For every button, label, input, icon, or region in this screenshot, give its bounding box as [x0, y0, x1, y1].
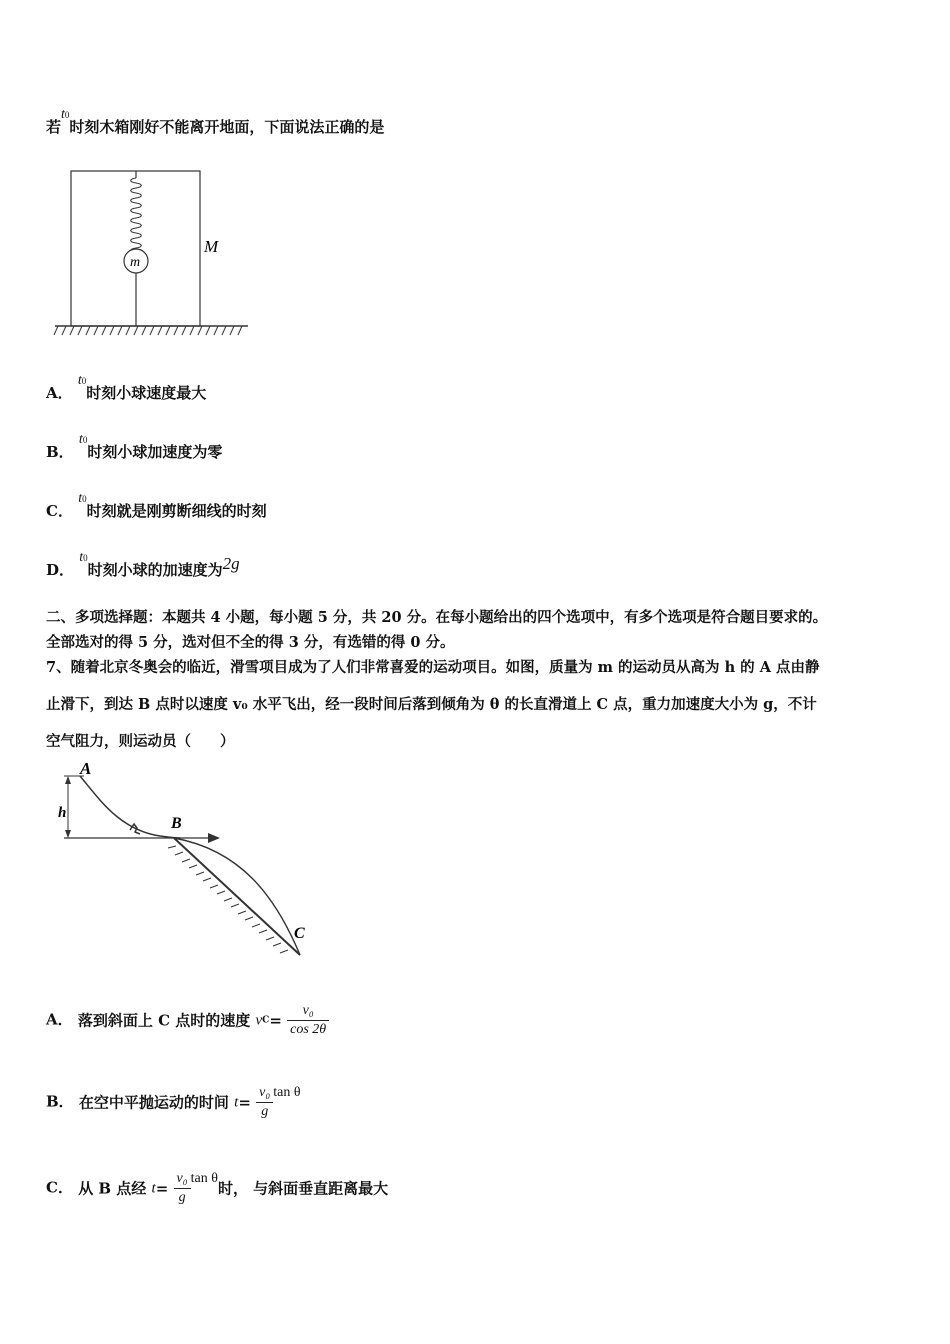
answer-2g: 2g [222, 554, 240, 573]
height-h-label: h [58, 805, 67, 821]
q6-option-a[interactable]: A． t0时刻小球速度最大 [46, 373, 207, 402]
q7-option-a[interactable]: A． 落到斜面上 C 点时的速度 vC= $\frac{\text{v₀}}{\cos 2\theta}$ [46, 1002, 329, 1039]
q7-line2: 止滑下，到达 B 点时以速度 v₀ 水平飞出，经一段时间后落到倾角为 θ 的长直滑道上 C 点，重力加速度大小为 g，不计 [46, 696, 817, 713]
point-C-label: C [294, 925, 305, 942]
t0-symbol: t0 [61, 107, 70, 122]
q7-option-c[interactable]: C． 从 B 点经 t= $\frac{\text{v₀}}{g}$ tan θ时， 与斜面垂直距离最大 [46, 1171, 389, 1205]
q7-line3: 空气阻力，则运动员（ ） [46, 733, 235, 750]
time-fraction: $\frac{\text{v₀}}{g}$ [256, 1084, 273, 1121]
q6-option-d[interactable]: D． t0时刻小球的加速度为2g [46, 550, 240, 579]
velocity-fraction: $\frac{\text{v₀}}{\cos 2\theta}$ [287, 1002, 329, 1039]
t0-symbol: t0 [79, 550, 88, 565]
q6-stem [46, 107, 385, 137]
point-B-label: B [171, 815, 182, 832]
section2-line2: 全部选对的得 5 分，选对但不全的得 3 分，有选错的得 0 分。 [46, 634, 455, 651]
q7-option-b[interactable]: B． 在空中平抛运动的时间 t= $\frac{\text{v₀}}{g}$ tan θ [46, 1085, 301, 1119]
q6-option-b[interactable]: B． t0时刻小球加速度为零 [46, 432, 223, 461]
q6-stem-suffix: 时刻木箱刚好不能离开地面，下面说法正确的是 [69, 118, 385, 136]
spring-box-figure [50, 160, 260, 340]
mass-M-label: M [204, 237, 219, 256]
q7-line1: 7、随着北京冬奥会的临近，滑雪项目成为了人们非常喜爱的运动项目。如图，质量为 m 的运动员从高为 h 的 A 点由静 [46, 659, 820, 676]
t0-symbol: t0 [78, 491, 87, 506]
time-fraction: $\frac{\text{v₀}}{g}$ [174, 1170, 191, 1207]
t0-symbol: t0 [77, 373, 87, 388]
point-A-label: A [80, 760, 92, 778]
section2-line1: 二、多项选择题：本题共 4 小题，每小题 5 分，共 20 分。在每小题给出的四个选项中，有多个选项是符合题目要求的。 [46, 609, 828, 626]
mass-m-label: m [130, 255, 141, 270]
ski-slope-figure [50, 760, 330, 965]
q6-stem-prefix: 若 [46, 118, 62, 136]
q6-option-c[interactable]: C． t0时刻就是刚剪断细线的时刻 [46, 491, 267, 520]
t0-symbol: t0 [78, 432, 88, 447]
